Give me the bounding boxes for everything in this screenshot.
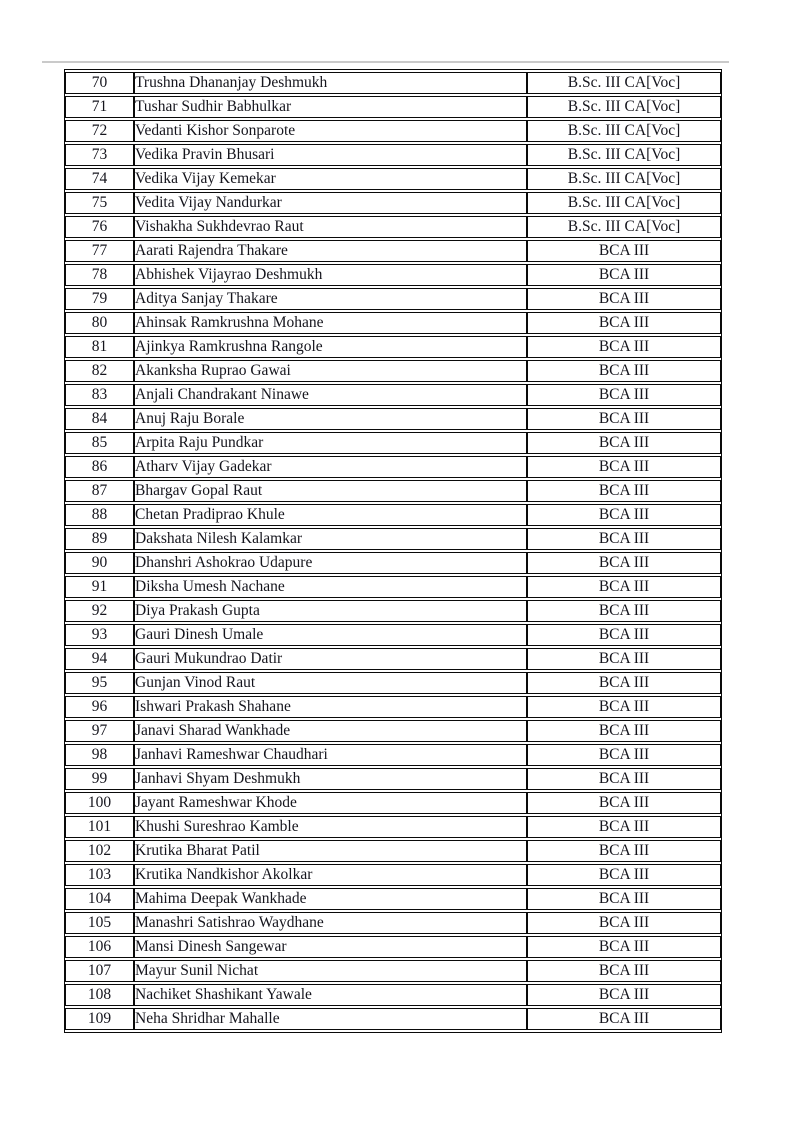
table-row — [65, 624, 721, 646]
table-row — [65, 528, 721, 550]
table-row — [65, 768, 721, 790]
row-serial-number: 80 — [65, 312, 134, 334]
table-row — [65, 192, 721, 214]
row-course: BCA III — [527, 288, 721, 310]
row-course: BCA III — [527, 600, 721, 622]
row-student-name: Aditya Sanjay Thakare — [134, 288, 527, 310]
row-student-name: Aarati Rajendra Thakare — [134, 240, 527, 262]
table-row — [65, 960, 721, 982]
row-course: BCA III — [527, 312, 721, 334]
student-table-body — [65, 72, 721, 1030]
student-roster-table — [64, 69, 722, 1033]
table-row — [65, 816, 721, 838]
table-row — [65, 144, 721, 166]
row-course: BCA III — [527, 792, 721, 814]
row-serial-number: 77 — [65, 240, 134, 262]
table-row — [65, 360, 721, 382]
row-student-name: Tushar Sudhir Babhulkar — [134, 96, 527, 118]
row-course: BCA III — [527, 576, 721, 598]
row-serial-number: 81 — [65, 336, 134, 358]
table-row — [65, 288, 721, 310]
table-row — [65, 120, 721, 142]
row-student-name: Krutika Nandkishor Akolkar — [134, 864, 527, 886]
row-serial-number: 82 — [65, 360, 134, 382]
table-row — [65, 696, 721, 718]
table-row — [65, 984, 721, 1006]
row-student-name: Dhanshri Ashokrao Udapure — [134, 552, 527, 574]
table-row — [65, 792, 721, 814]
table-row — [65, 240, 721, 262]
row-student-name: Janavi Sharad Wankhade — [134, 720, 527, 742]
row-student-name: Anuj Raju Borale — [134, 408, 527, 430]
row-serial-number: 87 — [65, 480, 134, 502]
table-row — [65, 1008, 721, 1030]
table-row — [65, 648, 721, 670]
table-row — [65, 480, 721, 502]
table-row — [65, 72, 721, 94]
row-serial-number: 95 — [65, 672, 134, 694]
row-student-name: Ajinkya Ramkrushna Rangole — [134, 336, 527, 358]
row-course: B.Sc. III CA[Voc] — [527, 96, 721, 118]
row-student-name: Diya Prakash Gupta — [134, 600, 527, 622]
row-serial-number: 98 — [65, 744, 134, 766]
row-serial-number: 99 — [65, 768, 134, 790]
table-row — [65, 408, 721, 430]
row-course: BCA III — [527, 384, 721, 406]
row-student-name: Janhavi Shyam Deshmukh — [134, 768, 527, 790]
row-course: BCA III — [527, 456, 721, 478]
row-course: B.Sc. III CA[Voc] — [527, 144, 721, 166]
row-serial-number: 76 — [65, 216, 134, 238]
row-course: B.Sc. III CA[Voc] — [527, 192, 721, 214]
row-course: B.Sc. III CA[Voc] — [527, 72, 721, 94]
row-course: BCA III — [527, 888, 721, 910]
row-course: BCA III — [527, 936, 721, 958]
table-row — [65, 336, 721, 358]
row-student-name: Gunjan Vinod Raut — [134, 672, 527, 694]
row-serial-number: 78 — [65, 264, 134, 286]
table-row — [65, 744, 721, 766]
row-serial-number: 93 — [65, 624, 134, 646]
row-serial-number: 70 — [65, 72, 134, 94]
row-student-name: Krutika Bharat Patil — [134, 840, 527, 862]
row-course: BCA III — [527, 696, 721, 718]
row-serial-number: 89 — [65, 528, 134, 550]
row-course: B.Sc. III CA[Voc] — [527, 168, 721, 190]
row-course: BCA III — [527, 336, 721, 358]
table-row — [65, 96, 721, 118]
row-student-name: Bhargav Gopal Raut — [134, 480, 527, 502]
table-row — [65, 600, 721, 622]
row-serial-number: 105 — [65, 912, 134, 934]
row-course: BCA III — [527, 528, 721, 550]
row-serial-number: 97 — [65, 720, 134, 742]
table-row — [65, 720, 721, 742]
row-course: BCA III — [527, 960, 721, 982]
table-row — [65, 384, 721, 406]
row-serial-number: 107 — [65, 960, 134, 982]
table-row — [65, 456, 721, 478]
row-serial-number: 74 — [65, 168, 134, 190]
table-row — [65, 216, 721, 238]
row-course: BCA III — [527, 744, 721, 766]
row-student-name: Vedika Vijay Kemekar — [134, 168, 527, 190]
table-row — [65, 168, 721, 190]
row-serial-number: 101 — [65, 816, 134, 838]
row-serial-number: 109 — [65, 1008, 134, 1030]
row-serial-number: 106 — [65, 936, 134, 958]
row-course: BCA III — [527, 360, 721, 382]
row-course: BCA III — [527, 984, 721, 1006]
table-row — [65, 840, 721, 862]
row-course: BCA III — [527, 648, 721, 670]
row-serial-number: 88 — [65, 504, 134, 526]
table-row — [65, 552, 721, 574]
row-student-name: Akanksha Ruprao Gawai — [134, 360, 527, 382]
row-course: BCA III — [527, 552, 721, 574]
row-student-name: Ishwari Prakash Shahane — [134, 696, 527, 718]
row-student-name: Vedita Vijay Nandurkar — [134, 192, 527, 214]
row-student-name: Anjali Chandrakant Ninawe — [134, 384, 527, 406]
row-student-name: Khushi Sureshrao Kamble — [134, 816, 527, 838]
row-student-name: Trushna Dhananjay Deshmukh — [134, 72, 527, 94]
row-student-name: Diksha Umesh Nachane — [134, 576, 527, 598]
row-course: BCA III — [527, 720, 721, 742]
row-student-name: Vishakha Sukhdevrao Raut — [134, 216, 527, 238]
row-serial-number: 72 — [65, 120, 134, 142]
row-serial-number: 73 — [65, 144, 134, 166]
row-serial-number: 91 — [65, 576, 134, 598]
row-course: BCA III — [527, 816, 721, 838]
row-serial-number: 85 — [65, 432, 134, 454]
row-serial-number: 79 — [65, 288, 134, 310]
row-course: BCA III — [527, 840, 721, 862]
table-row — [65, 864, 721, 886]
row-student-name: Janhavi Rameshwar Chaudhari — [134, 744, 527, 766]
table-row — [65, 264, 721, 286]
row-serial-number: 103 — [65, 864, 134, 886]
row-student-name: Gauri Mukundrao Datir — [134, 648, 527, 670]
row-serial-number: 102 — [65, 840, 134, 862]
row-serial-number: 100 — [65, 792, 134, 814]
row-student-name: Dakshata Nilesh Kalamkar — [134, 528, 527, 550]
row-serial-number: 86 — [65, 456, 134, 478]
row-serial-number: 94 — [65, 648, 134, 670]
row-student-name: Mahima Deepak Wankhade — [134, 888, 527, 910]
table-row — [65, 312, 721, 334]
row-course: BCA III — [527, 504, 721, 526]
row-course: B.Sc. III CA[Voc] — [527, 216, 721, 238]
row-student-name: Ahinsak Ramkrushna Mohane — [134, 312, 527, 334]
row-course: BCA III — [527, 408, 721, 430]
row-serial-number: 90 — [65, 552, 134, 574]
table-row — [65, 504, 721, 526]
row-serial-number: 104 — [65, 888, 134, 910]
table-row — [65, 936, 721, 958]
row-course: BCA III — [527, 624, 721, 646]
row-course: BCA III — [527, 264, 721, 286]
row-student-name: Vedanti Kishor Sonparote — [134, 120, 527, 142]
table-row — [65, 432, 721, 454]
row-serial-number: 75 — [65, 192, 134, 214]
row-course: BCA III — [527, 432, 721, 454]
row-serial-number: 84 — [65, 408, 134, 430]
row-serial-number: 96 — [65, 696, 134, 718]
row-student-name: Jayant Rameshwar Khode — [134, 792, 527, 814]
table-row — [65, 672, 721, 694]
row-course: BCA III — [527, 912, 721, 934]
table-row — [65, 576, 721, 598]
row-serial-number: 92 — [65, 600, 134, 622]
table-row — [65, 912, 721, 934]
row-student-name: Vedika Pravin Bhusari — [134, 144, 527, 166]
row-student-name: Mansi Dinesh Sangewar — [134, 936, 527, 958]
row-course: BCA III — [527, 480, 721, 502]
row-student-name: Atharv Vijay Gadekar — [134, 456, 527, 478]
row-course: BCA III — [527, 672, 721, 694]
row-student-name: Manashri Satishrao Waydhane — [134, 912, 527, 934]
row-student-name: Gauri Dinesh Umale — [134, 624, 527, 646]
row-course: BCA III — [527, 240, 721, 262]
row-serial-number: 71 — [65, 96, 134, 118]
row-serial-number: 108 — [65, 984, 134, 1006]
row-student-name: Chetan Pradiprao Khule — [134, 504, 527, 526]
row-course: B.Sc. III CA[Voc] — [527, 120, 721, 142]
row-student-name: Mayur Sunil Nichat — [134, 960, 527, 982]
row-student-name: Arpita Raju Pundkar — [134, 432, 527, 454]
table-row — [65, 888, 721, 910]
row-student-name: Abhishek Vijayrao Deshmukh — [134, 264, 527, 286]
row-course: BCA III — [527, 864, 721, 886]
row-course: BCA III — [527, 1008, 721, 1030]
row-course: BCA III — [527, 768, 721, 790]
row-student-name: Neha Shridhar Mahalle — [134, 1008, 527, 1030]
scan-artifact-line — [42, 61, 729, 63]
row-student-name: Nachiket Shashikant Yawale — [134, 984, 527, 1006]
row-serial-number: 83 — [65, 384, 134, 406]
